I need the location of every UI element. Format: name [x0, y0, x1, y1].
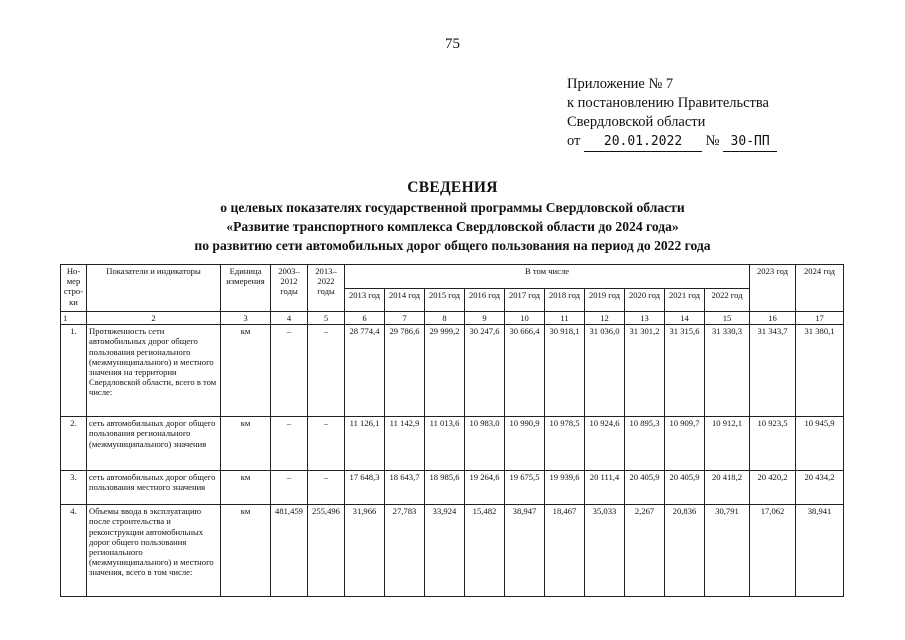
row-number: 1.: [61, 325, 87, 417]
row-unit: км: [221, 505, 271, 597]
row-value: 28 774,4: [345, 325, 385, 417]
table-row: [61, 471, 844, 505]
row-unit: км: [221, 471, 271, 505]
row-indicator: сеть автомобильных дорог общего пользования местного значения: [87, 471, 221, 505]
header-group: В том числе: [345, 265, 750, 289]
header-2013-2022: 2013–2022 годы: [308, 265, 345, 312]
row-value: 33,924: [425, 505, 465, 597]
title-line-3: по развитию сети автомобильных дорог общего пользования на период до 2022 года: [194, 238, 711, 253]
column-index: 15: [705, 312, 750, 325]
row-2003-2012: –: [271, 417, 308, 471]
row-indicator: сеть автомобильных дорог общего пользования регионального (межмуниципального) значения: [87, 417, 221, 471]
row-value: 31 315,6: [665, 325, 705, 417]
row-2003-2012: 481,459: [271, 505, 308, 597]
header-indicator: Показатели и индикаторы: [87, 265, 221, 312]
table-row: [61, 417, 844, 471]
header-year: 2019 год: [585, 288, 625, 312]
column-index: 13: [625, 312, 665, 325]
row-value-2024: 38,941: [796, 505, 844, 597]
row-value: 38,947: [505, 505, 545, 597]
row-2013-2022: –: [308, 471, 345, 505]
column-index: 14: [665, 312, 705, 325]
column-index: 7: [385, 312, 425, 325]
row-value: 30 666,4: [505, 325, 545, 417]
column-index: 5: [308, 312, 345, 325]
row-value-2024: 31 380,1: [796, 325, 844, 417]
column-index: 9: [465, 312, 505, 325]
row-value: 10 983,0: [465, 417, 505, 471]
column-index: 17: [796, 312, 844, 325]
header-year: 2013 год: [345, 288, 385, 312]
decree-number: 30-ПП: [723, 132, 777, 152]
column-index: 2: [87, 312, 221, 325]
row-value-2024: 10 945,9: [796, 417, 844, 471]
row-value: 19 675,5: [505, 471, 545, 505]
row-number: 3.: [61, 471, 87, 505]
row-value: 20,836: [665, 505, 705, 597]
row-value: 30,791: [705, 505, 750, 597]
title-main: СВЕДЕНИЯ: [407, 179, 498, 196]
header-year: 2016 год: [465, 288, 505, 312]
row-value: 20 405,9: [625, 471, 665, 505]
row-value: 2,267: [625, 505, 665, 597]
row-2003-2012: –: [271, 325, 308, 417]
row-value: 10 990,9: [505, 417, 545, 471]
row-value: 31 301,2: [625, 325, 665, 417]
row-value-2023: 20 420,2: [750, 471, 796, 505]
row-value: 11 013,6: [425, 417, 465, 471]
row-number: 4.: [61, 505, 87, 597]
row-value-2024: 20 434,2: [796, 471, 844, 505]
row-value: 10 978,5: [545, 417, 585, 471]
row-value: 10 909,7: [665, 417, 705, 471]
column-index-row: [61, 312, 844, 325]
row-value: 18 643,7: [385, 471, 425, 505]
appendix-block: [567, 75, 777, 152]
row-value: 11 126,1: [345, 417, 385, 471]
row-value-2023: 31 343,7: [750, 325, 796, 417]
header-year: 2018 год: [545, 288, 585, 312]
row-value: 29 786,6: [385, 325, 425, 417]
row-value: 18,467: [545, 505, 585, 597]
header-unit: Единица измерения: [221, 265, 271, 312]
header-year: 2020 год: [625, 288, 665, 312]
header-year: 2022 год: [705, 288, 750, 312]
row-value: 30 247,6: [465, 325, 505, 417]
row-value: 15,482: [465, 505, 505, 597]
row-value: 20 418,2: [705, 471, 750, 505]
page-number: 75: [445, 36, 460, 52]
row-2013-2022: –: [308, 417, 345, 471]
row-value: 27,783: [385, 505, 425, 597]
header-year: 2017 год: [505, 288, 545, 312]
row-unit: км: [221, 325, 271, 417]
row-value: 19 939,6: [545, 471, 585, 505]
row-value: 10 895,3: [625, 417, 665, 471]
row-2003-2012: –: [271, 471, 308, 505]
document-title: [0, 178, 905, 255]
row-value: 10 924,6: [585, 417, 625, 471]
title-line-1: о целевых показателях государственной программы Свердловской области: [220, 200, 685, 215]
header-year: 2021 год: [665, 288, 705, 312]
row-2013-2022: 255,496: [308, 505, 345, 597]
header-2023: 2023 год: [750, 265, 796, 312]
header-2003-2012: 2003–2012 годы: [271, 265, 308, 312]
table-row: [61, 325, 844, 417]
from-label: от: [567, 133, 581, 149]
column-index: 3: [221, 312, 271, 325]
column-index: 4: [271, 312, 308, 325]
header-year: 2015 год: [425, 288, 465, 312]
row-value: 11 142,9: [385, 417, 425, 471]
appendix-line-3: Свердловской области: [567, 114, 706, 130]
row-value-2023: 17,062: [750, 505, 796, 597]
header-2024: 2024 год: [796, 265, 844, 312]
number-label: №: [705, 133, 720, 149]
row-value: 31 330,3: [705, 325, 750, 417]
appendix-line-1: Приложение № 7: [567, 76, 674, 92]
row-value: 18 985,6: [425, 471, 465, 505]
row-unit: км: [221, 417, 271, 471]
row-value: 31,966: [345, 505, 385, 597]
row-value: 31 036,0: [585, 325, 625, 417]
decree-date: 20.01.2022: [584, 132, 702, 152]
row-value: 35,033: [585, 505, 625, 597]
column-index: 16: [750, 312, 796, 325]
row-value: 10 912,1: [705, 417, 750, 471]
row-value-2023: 10 923,5: [750, 417, 796, 471]
row-value: 30 918,1: [545, 325, 585, 417]
column-index: 11: [545, 312, 585, 325]
row-number: 2.: [61, 417, 87, 471]
indicators-table: [60, 264, 844, 597]
column-index: 6: [345, 312, 385, 325]
row-indicator: Протяженность сети автомобильных дорог общего пользования регионального (межмуниципального) и местного значения на территории Свердловской области, всего в том числе:: [87, 325, 221, 417]
column-index: 12: [585, 312, 625, 325]
row-value: 20 111,4: [585, 471, 625, 505]
row-value: 29 999,2: [425, 325, 465, 417]
row-value: 17 648,3: [345, 471, 385, 505]
row-2013-2022: –: [308, 325, 345, 417]
row-value: 19 264,6: [465, 471, 505, 505]
table-row: [61, 505, 844, 597]
column-index: 1: [61, 312, 87, 325]
header-year: 2014 год: [385, 288, 425, 312]
appendix-date-line: [567, 132, 777, 152]
appendix-line-2: к постановлению Правительства: [567, 95, 769, 111]
column-index: 8: [425, 312, 465, 325]
column-index: 10: [505, 312, 545, 325]
row-indicator: Объемы ввода в эксплуатацию после строительства и реконструкции автомобильных дорог общего пользования регионального (межмуниципального) и местного значения, всего в том числе:: [87, 505, 221, 597]
title-line-2: «Развитие транспортного комплекса Свердловской области до 2024 года»: [226, 219, 679, 234]
header-row-number: Но-мер стро-ки: [61, 265, 87, 312]
row-value: 20 405,9: [665, 471, 705, 505]
